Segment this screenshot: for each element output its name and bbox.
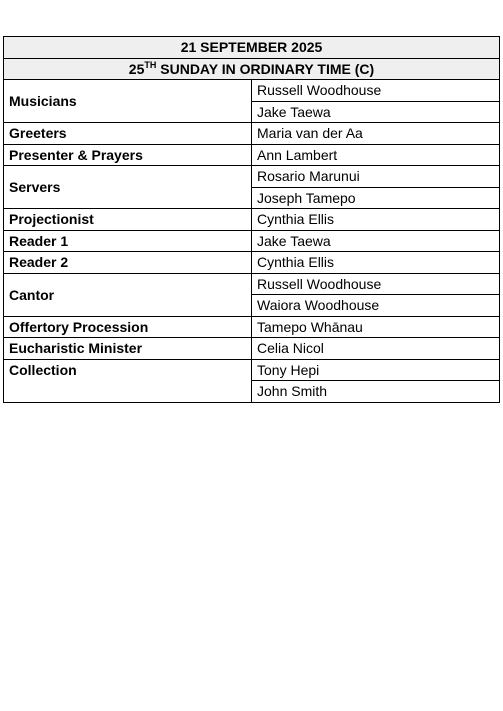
roster-row: [4, 166, 500, 188]
role-label: Eucharistic Minister: [4, 338, 252, 360]
role-label: Reader 1: [4, 230, 252, 252]
volunteer-name: Joseph Tamepo: [252, 187, 500, 209]
volunteer-name: Jake Taewa: [252, 101, 500, 123]
roster-body: [4, 37, 500, 403]
roster-row: [4, 252, 500, 274]
volunteer-name: Maria van der Aa: [252, 123, 500, 145]
role-label: Servers: [4, 166, 252, 209]
date-heading: 21 SEPTEMBER 2025: [4, 37, 500, 59]
volunteer-name: Jake Taewa: [252, 230, 500, 252]
roster-row: [4, 338, 500, 360]
role-label: Collection: [4, 359, 252, 402]
volunteer-name: Tony Hepi: [252, 359, 500, 381]
roster-row: [4, 144, 500, 166]
volunteer-name: Tamepo Whānau: [252, 316, 500, 338]
role-label: Reader 2: [4, 252, 252, 274]
occasion-row: [4, 58, 500, 80]
role-label: Greeters: [4, 123, 252, 145]
roster-row: [4, 273, 500, 295]
occasion-number: 25: [128, 60, 145, 77]
date-row: [4, 37, 500, 59]
role-label: Presenter & Prayers: [4, 144, 252, 166]
volunteer-name: Waiora Woodhouse: [252, 295, 500, 317]
role-label: Musicians: [4, 80, 252, 123]
volunteer-name: Ann Lambert: [252, 144, 500, 166]
roster-row: [4, 80, 500, 102]
occasion-text: SUNDAY IN ORDINARY TIME (C): [156, 60, 375, 77]
occasion-heading: [4, 58, 500, 80]
volunteer-name: Celia Nicol: [252, 338, 500, 360]
volunteer-name: Russell Woodhouse: [252, 80, 500, 102]
role-label: Projectionist: [4, 209, 252, 231]
roster-row: [4, 359, 500, 381]
roster-row: [4, 209, 500, 231]
roster-row: [4, 123, 500, 145]
volunteer-name: Cynthia Ellis: [252, 209, 500, 231]
role-label: Offertory Procession: [4, 316, 252, 338]
roster-row: [4, 230, 500, 252]
volunteer-name: Russell Woodhouse: [252, 273, 500, 295]
occasion-ordinal-suffix: TH: [144, 59, 157, 70]
volunteer-name: Rosario Marunui: [252, 166, 500, 188]
roster-row: [4, 316, 500, 338]
roster-table: [3, 36, 500, 403]
volunteer-name: John Smith: [252, 381, 500, 403]
volunteer-name: Cynthia Ellis: [252, 252, 500, 274]
role-label: Cantor: [4, 273, 252, 316]
